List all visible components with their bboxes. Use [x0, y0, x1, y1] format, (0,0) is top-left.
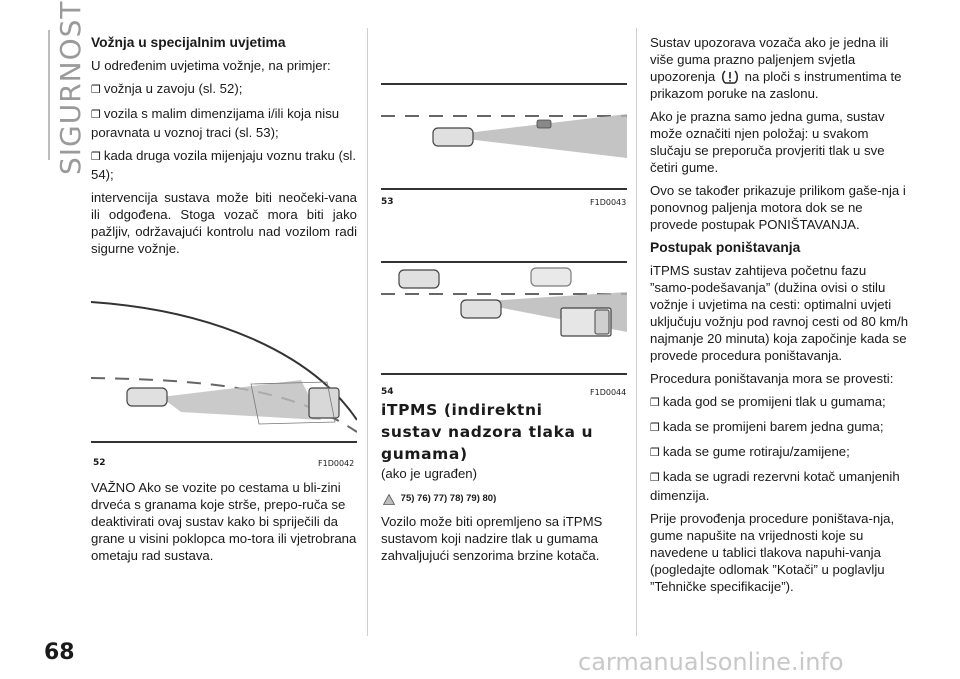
body-paragraph: intervencija sustava može biti neočeki-vana ili odgođena. Stoga vozač mora biti jako pažljiv, održavajući kontrolu nad vozilom radi sigurne vožnje.	[91, 190, 357, 256]
column-2	[381, 402, 627, 570]
references: 75) 76) 77) 78) 79) 80)	[400, 493, 497, 504]
warning-paragraph	[650, 34, 910, 102]
list-item: ❒ vozila s malim dimenzijama i/ili koja nisu poravnata u voznoj traci (sl. 53);	[91, 105, 357, 141]
body-paragraph: Prije provođenja procedure poništava-nja, gume napušite na vrijednosti koje su navedene u tablici tlakova napuhi-vanja (pogledajte odlomak ”Kotači” u poglavlju ”Tehničke specifikacije”).	[650, 511, 895, 594]
list-item: ❒ kada druga vozila mijenjaju voznu traku (sl. 54);	[91, 147, 357, 183]
warning-text-before: Sustav upozorava vozača ako je jedna ili više guma prazno paljenjem svjetla upozorenja	[650, 35, 889, 84]
column-1	[91, 34, 357, 263]
body-paragraph: Ako je prazna samo jedna guma, sustav može označiti njen položaj: u svakom slučaju se preporuča provjeriti tlak u sve četiri gume.	[650, 109, 885, 175]
column-divider-1	[367, 28, 368, 636]
note-paragraph: VAŽNO Ako se vozite po cestama u bli-zini drveća s granama koje strše, prepo-ruča se deaktivirati ovaj sustav kako bi spriječili da grane u visini poklopca mo-tora ili vjetrobrana ometaju rad sustava.	[91, 480, 357, 563]
figure-54-illustration	[381, 232, 627, 382]
page-number: 68	[44, 640, 75, 665]
figure-52-number: 52	[93, 458, 106, 468]
watermark: carmanualsonline.info	[578, 648, 844, 676]
list-item: ❒ kada se ugradi rezervni kotač umanjenih dimenzija.	[650, 468, 910, 504]
body-paragraph: Vozilo može biti opremljeno sa iTPMS sustavom koji nadzire tlak u gumama zahvaljujući senzorima brzine kotača.	[381, 514, 603, 563]
body-paragraph: iTPMS sustav zahtijeva početnu fazu ”samo-podešavanja” (dužina ovisi o stilu vožnje i uvjetima na cesti: optimalni uvjeti uključuju vožnju pod ravnoj cesti od 80 km/h najmanje 20 minuta) koja započinje kada se provede procedura poništavanja.	[650, 263, 909, 363]
list-item: ❒ vožnja u zavoju (sl. 52);	[91, 80, 357, 99]
list-item: ❒ kada se gume rotiraju/zamijene;	[650, 443, 910, 462]
intro-text: U određenim uvjetima vožnje, na primjer:	[91, 58, 331, 73]
section-tab: SIGURNOST	[54, 0, 87, 175]
figure-54-code: F1D0044	[590, 388, 627, 397]
figure-52-code: F1D0042	[318, 459, 355, 468]
figure-54-number: 54	[381, 387, 394, 397]
warning-text-after: na ploči s instrumentima te prikazom poruke na zaslonu.	[650, 69, 902, 101]
itpms-heading-line-2: sustav nadzora tlaka u	[381, 423, 594, 441]
itpms-heading-line-3: gumama)	[381, 445, 468, 463]
body-paragraph: Procedura poništavanja mora se provesti:	[650, 371, 894, 386]
figure-53-illustration	[381, 34, 627, 194]
itpms-heading-line-1: iTPMS (indirektni	[381, 401, 543, 419]
section-tab-bar	[48, 30, 50, 160]
figure-53-number: 53	[381, 197, 394, 207]
references-row	[381, 488, 627, 507]
body-paragraph: Ovo se također prikazuje prilikom gaše-nja i ponovnog paljenja motora dok se ne provede postupak PONIŠTAVANJA.	[650, 183, 906, 232]
reset-procedure-heading: Postupak poništavanja	[650, 240, 801, 255]
column-divider-2	[636, 28, 637, 636]
list-item: ❒ kada god se promijeni tlak u gumama;	[650, 393, 910, 412]
warning-triangle-icon	[383, 494, 395, 505]
itpms-subheading: (ako je ugrađen)	[381, 466, 478, 481]
list-item: ❒ kada se promijeni barem jedna guma;	[650, 418, 910, 437]
column-3	[650, 34, 910, 601]
figure-52-illustration	[91, 292, 357, 452]
tire-pressure-warning-icon	[721, 69, 739, 85]
figure-53-code: F1D0043	[590, 198, 627, 207]
section-heading: Vožnja u specijalnim uvjetima	[91, 35, 286, 50]
